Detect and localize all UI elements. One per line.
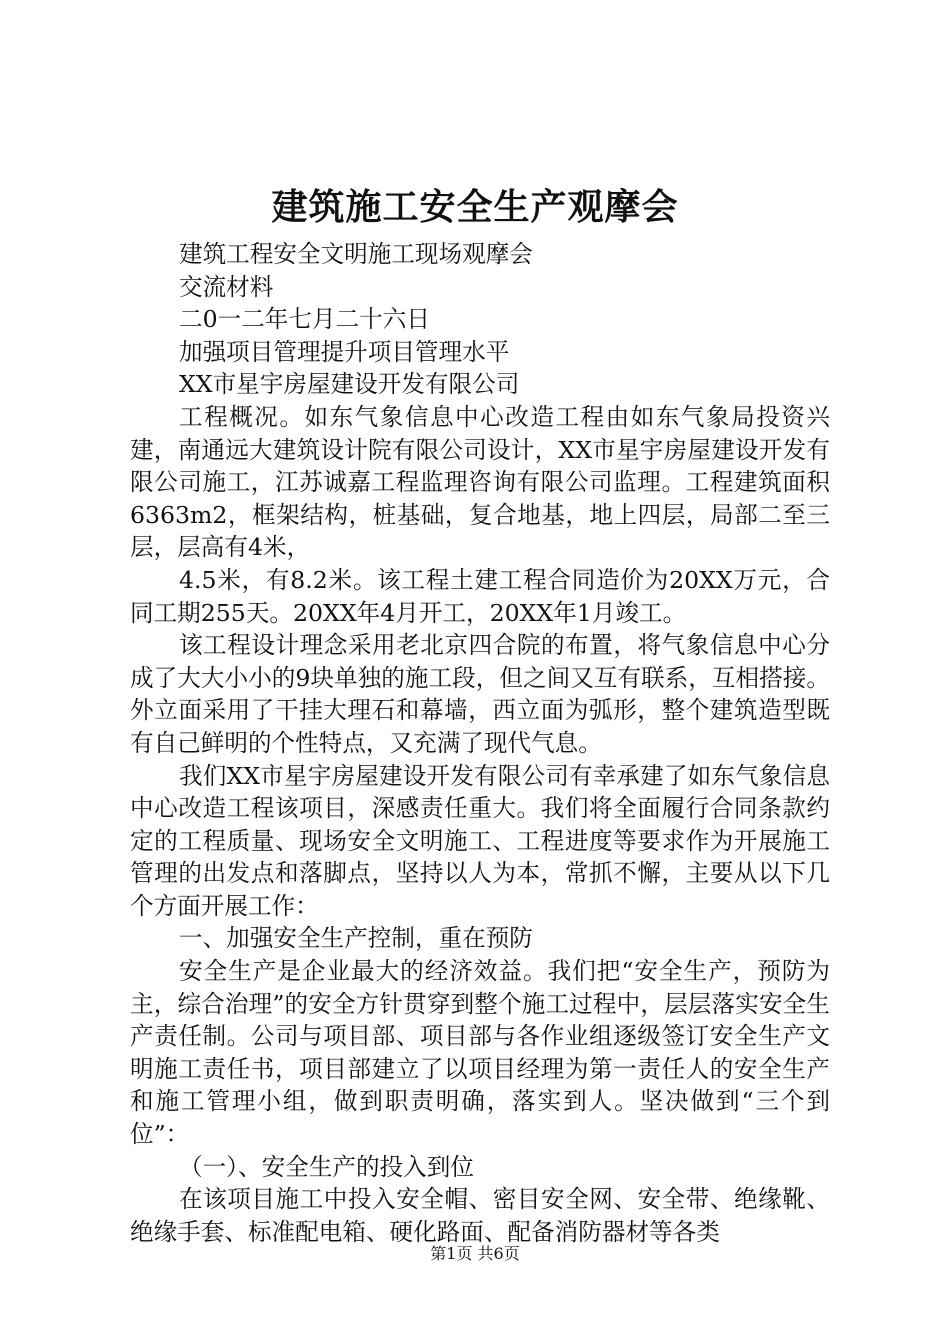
subtitle-line: 建筑工程安全文明施工现场观摩会 bbox=[179, 240, 533, 268]
subsection-heading-1: （一）、安全生产的投入到位 bbox=[179, 1152, 474, 1181]
date-line: 二0一二年七月二十六日 bbox=[179, 305, 430, 334]
topic-line: 加强项目管理提升项目管理水平 bbox=[179, 337, 510, 366]
document-title: 建筑施工安全生产观摩会 bbox=[271, 186, 679, 228]
material-type-line: 交流材料 bbox=[179, 272, 274, 301]
paragraph-design: 该工程设计理念采用老北京四合院的布置，将气象信息中心分成了大大小小的9块单独的施工段，但之间又互有联系，互相搭接。外立面采用了干挂大理石和幕墙，西立面为弧形，整个建筑造型既有自己鲜明的个性特点，又充满了现代气息。 bbox=[130, 631, 830, 757]
paragraph-commitment: 我们XX市星宇房屋建设开发有限公司有幸承建了如东气象信息中心改造工程该项目，深感责任重大。我们将全面履行合同条款约定的工程质量、现场安全文明施工、工程进度等要求作为开展施工管理的出发点和落脚点，坚持以人为本，常抓不懈，主要从以下几个方面开展工作： bbox=[130, 761, 830, 920]
page-number-footer: 第1页 共6页 bbox=[430, 1244, 520, 1263]
paragraph-overview: 工程概况。如东气象信息中心改造工程由如东气象局投资兴建，南通远大建筑设计院有限公司设计，XX市星宇房屋建设开发有限公司施工，江苏诚嘉工程监理咨询有限公司监理。工程建筑面积6363m2，框架结构，桩基础，复合地基，地上四层，局部二至三层，层高有4米， bbox=[130, 402, 830, 562]
paragraph-contract: 4.5米，有8.2米。该工程土建工程合同造价为20XX万元，合同工期255天。20XX年4月开工，20XX年1月竣工。 bbox=[130, 565, 830, 627]
paragraph-investment: 在该项目施工中投入安全帽、密目安全网、安全带、绝缘靴、绝缘手套、标准配电箱、硬化路面、配备消防器材等各类 bbox=[130, 1185, 830, 1246]
paragraph-safety: 安全生产是企业最大的经济效益。我们把“安全生产，预防为主，综合治理”的安全方针贯穿到整个施工过程中，层层落实安全生产责任制。公司与项目部、项目部与各作业组逐级签订安全生产文明施工责任书，项目部建立了以项目经理为第一责任人的安全生产和施工管理小组，做到职责明确，落实到人。坚决做到“三个到位”： bbox=[130, 957, 830, 1149]
document-body bbox=[130, 238, 830, 1248]
company-line: XX市星宇房屋建设开发有限公司 bbox=[179, 370, 520, 399]
section-heading-1: 一、加强安全生产控制，重在预防 bbox=[179, 924, 533, 953]
